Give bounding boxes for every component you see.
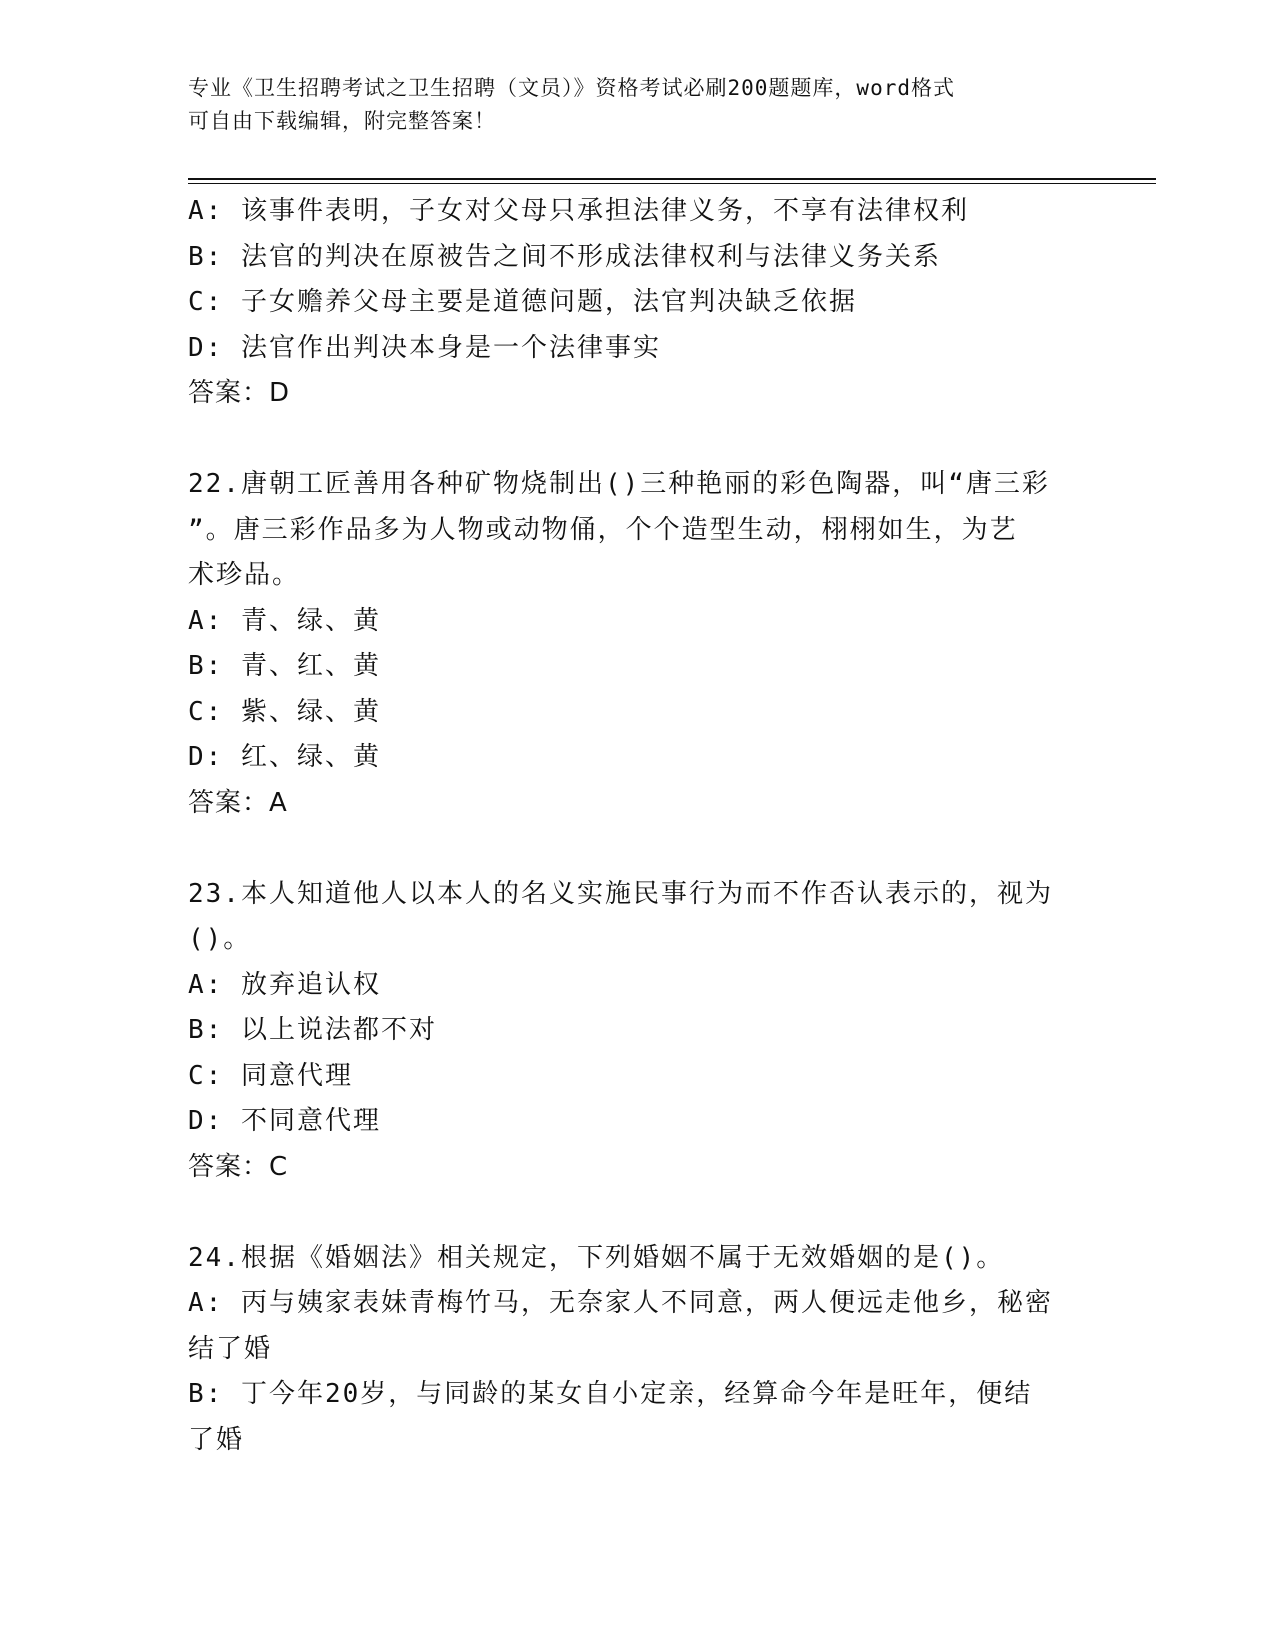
question-list bbox=[188, 189, 1088, 1463]
q22-option-b: B: 青、红、黄 bbox=[188, 651, 381, 681]
q22-option-c: C: 紫、绿、黄 bbox=[188, 696, 381, 727]
q21-option-c: C: 子女赡养父母主要是道德问题，法官判决缺乏依据 bbox=[188, 287, 857, 317]
question-21 bbox=[188, 189, 1088, 417]
q21-answer bbox=[188, 371, 1088, 417]
answer-label: 答案： bbox=[188, 378, 270, 408]
answer-label: 答案： bbox=[188, 787, 270, 818]
q21-option-b: B: 法官的判决在原被告之间不形成法律权利与法律义务关系 bbox=[188, 241, 941, 272]
question-22 bbox=[188, 462, 1088, 826]
q23-answer bbox=[188, 1145, 1088, 1191]
header-divider-thick bbox=[188, 178, 1156, 180]
q23-stem-line-2: ()。 bbox=[188, 924, 252, 954]
q22-stem-line-2: ”。唐三彩作品多为人物或动物俑，个个造型生动，栩栩如生，为艺 bbox=[188, 514, 1018, 545]
q22-answer bbox=[188, 781, 1088, 827]
q24-option-b-line-2: 了婚 bbox=[188, 1424, 245, 1455]
answer-value: A bbox=[269, 787, 288, 818]
q21-option-d: D: 法官作出判决本身是一个法律事实 bbox=[188, 332, 661, 363]
document-header bbox=[188, 72, 1068, 138]
q21-option-a: A: 该事件表明，子女对父母只承担法律义务，不享有法律权利 bbox=[188, 196, 969, 226]
answer-label: 答案： bbox=[188, 1151, 270, 1182]
q24-stem-line-1: 24.根据《婚姻法》相关规定，下列婚姻不属于无效婚姻的是()。 bbox=[188, 1242, 1005, 1273]
q23-stem-line-1: 23.本人知道他人以本人的名义实施民事行为而不作否认表示的，视为 bbox=[188, 878, 1053, 909]
answer-value: C bbox=[269, 1151, 289, 1182]
q24-option-b-line-1: B: 丁今年20岁，与同龄的某女自小定亲，经算命今年是旺年，便结 bbox=[188, 1379, 1033, 1409]
q24-option-a-line-2: 结了婚 bbox=[188, 1333, 273, 1364]
spacer bbox=[188, 826, 1088, 872]
header-title-line-1: 专业《卫生招聘考试之卫生招聘（文员）》资格考试必刷200题题库，word格式 bbox=[188, 76, 955, 100]
q23-option-a: A: 放弃追认权 bbox=[188, 969, 381, 1000]
header-divider-thin bbox=[188, 183, 1156, 184]
q22-stem-line-1: 22.唐朝工匠善用各种矿物烧制出()三种艳丽的彩色陶器，叫“唐三彩 bbox=[188, 469, 1050, 499]
spacer bbox=[188, 417, 1088, 463]
answer-value: D bbox=[269, 378, 291, 408]
q23-option-c: C: 同意代理 bbox=[188, 1060, 353, 1091]
spacer bbox=[188, 1190, 1088, 1236]
question-23 bbox=[188, 872, 1088, 1191]
q24-option-a-line-1: A: 丙与姨家表妹青梅竹马，无奈家人不同意，两人便远走他乡，秘密 bbox=[188, 1288, 1053, 1318]
q22-option-a: A: 青、绿、黄 bbox=[188, 605, 381, 636]
question-24 bbox=[188, 1236, 1088, 1464]
header-title-line-2: 可自由下载编辑，附完整答案！ bbox=[188, 109, 496, 133]
q23-option-b: B: 以上说法都不对 bbox=[188, 1015, 437, 1045]
q22-option-d: D: 红、绿、黄 bbox=[188, 742, 381, 772]
q23-option-d: D: 不同意代理 bbox=[188, 1106, 381, 1136]
q22-stem-line-3: 术珍品。 bbox=[188, 560, 301, 590]
